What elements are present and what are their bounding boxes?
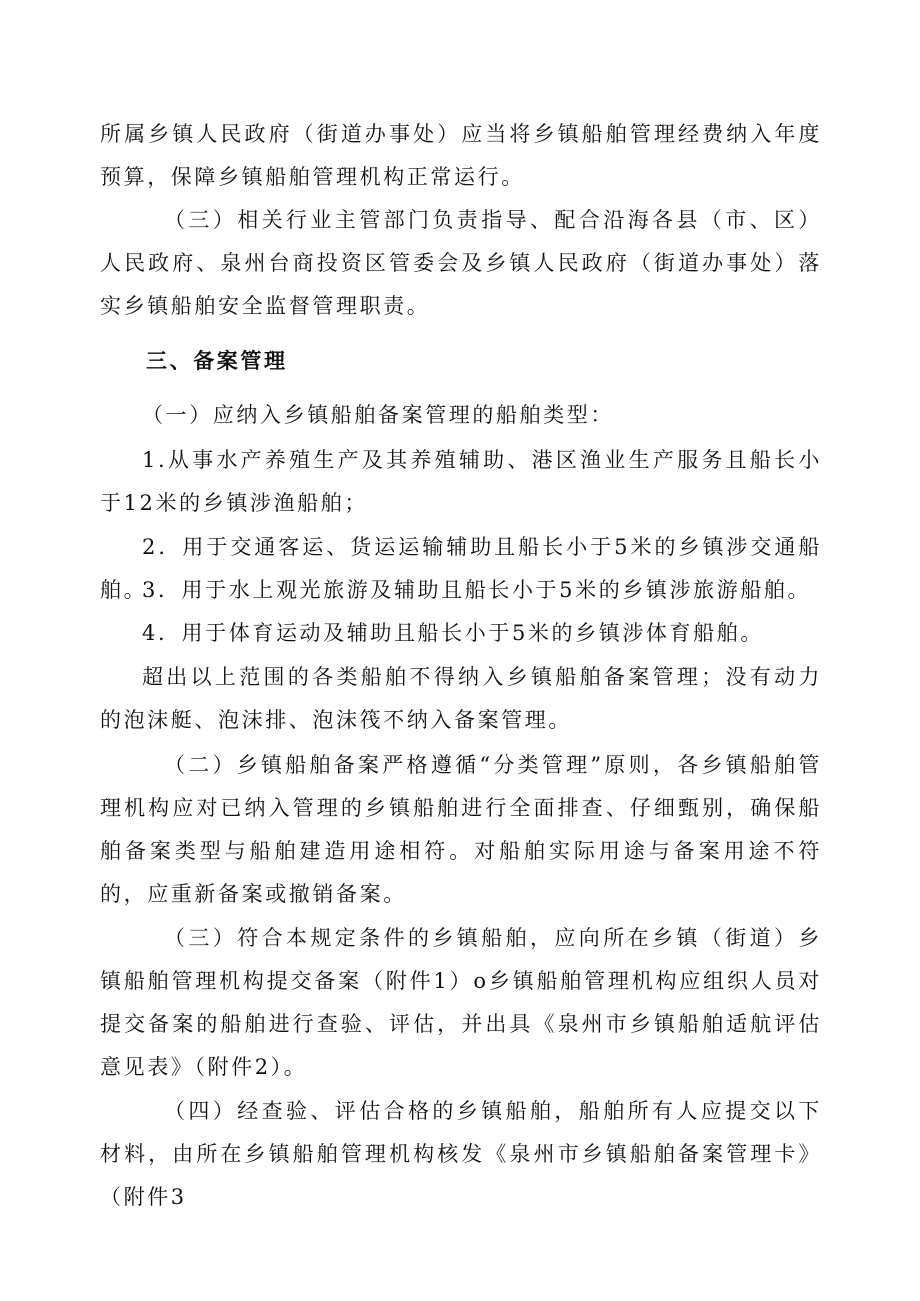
list-item-tourism-vessels: 3．用于水上观光旅游及辅助且船长小于5米的乡镇涉旅游船舶。: [142, 578, 812, 602]
paragraph-filing-submission: （三）符合本规定条件的乡镇船舶，应向所在乡镇（街道）乡镇船舶管理机构提交备案（附件1）o乡镇船舶管理机构应组织人员对提交备案的船舶进行查验、评估，并出具《泉州市乡镇船舶适航评估意见表》（附件2）。: [100, 926, 822, 1079]
list-item-sports-vessels: 4．用于体育运动及辅助且船长小于5米的乡镇涉体育船舶。: [142, 621, 764, 645]
section-heading-filing-management: 三、备案管理: [146, 349, 288, 373]
paragraph-classified-management: （二）乡镇船舶备案严格遵循“分类管理”原则，各乡镇船舶管理机构应对已纳入管理的乡镇船舶进行全面排查、仔细甄别，确保船舶备案类型与船舶建造用途相符。对船舶实际用途与备案用途不符的，应重新备案或撤销备案。: [100, 753, 822, 906]
paragraph-exclusions: 超出以上范围的各类船舶不得纳入乡镇船舶备案管理；没有动力的泡沫艇、泡沫排、泡沫筏不纳入备案管理。: [100, 665, 822, 732]
list-item-fishery-vessels: 1.从事水产养殖生产及其养殖辅助、港区渔业生产服务且船长小于12米的乡镇涉渔船舶；: [100, 448, 822, 515]
paragraph-filing-types-intro: （一）应纳入乡镇船舶备案管理的船舶类型：: [142, 403, 614, 427]
paragraph-management-card: （四）经查验、评估合格的乡镇船舶，船舶所有人应提交以下材料，由所在乡镇船舶管理机构核发《泉州市乡镇船舶备案管理卡》（附件3: [100, 1099, 822, 1209]
paragraph-department-duties: （三）相关行业主管部门负责指导、配合沿海各县（市、区）人民政府、泉州台商投资区管委会及乡镇人民政府（街道办事处）落实乡镇船舶安全监督管理职责。: [100, 208, 822, 318]
paragraph-funding: 所属乡镇人民政府（街道办事处）应当将乡镇船舶管理经费纳入年度预算，保障乡镇船舶管理机构正常运行。: [100, 122, 822, 189]
list-item-transport-vessels: 2．用于交通客运、货运运输辅助且船长小于5米的乡镇涉交通船舶。: [100, 535, 822, 602]
